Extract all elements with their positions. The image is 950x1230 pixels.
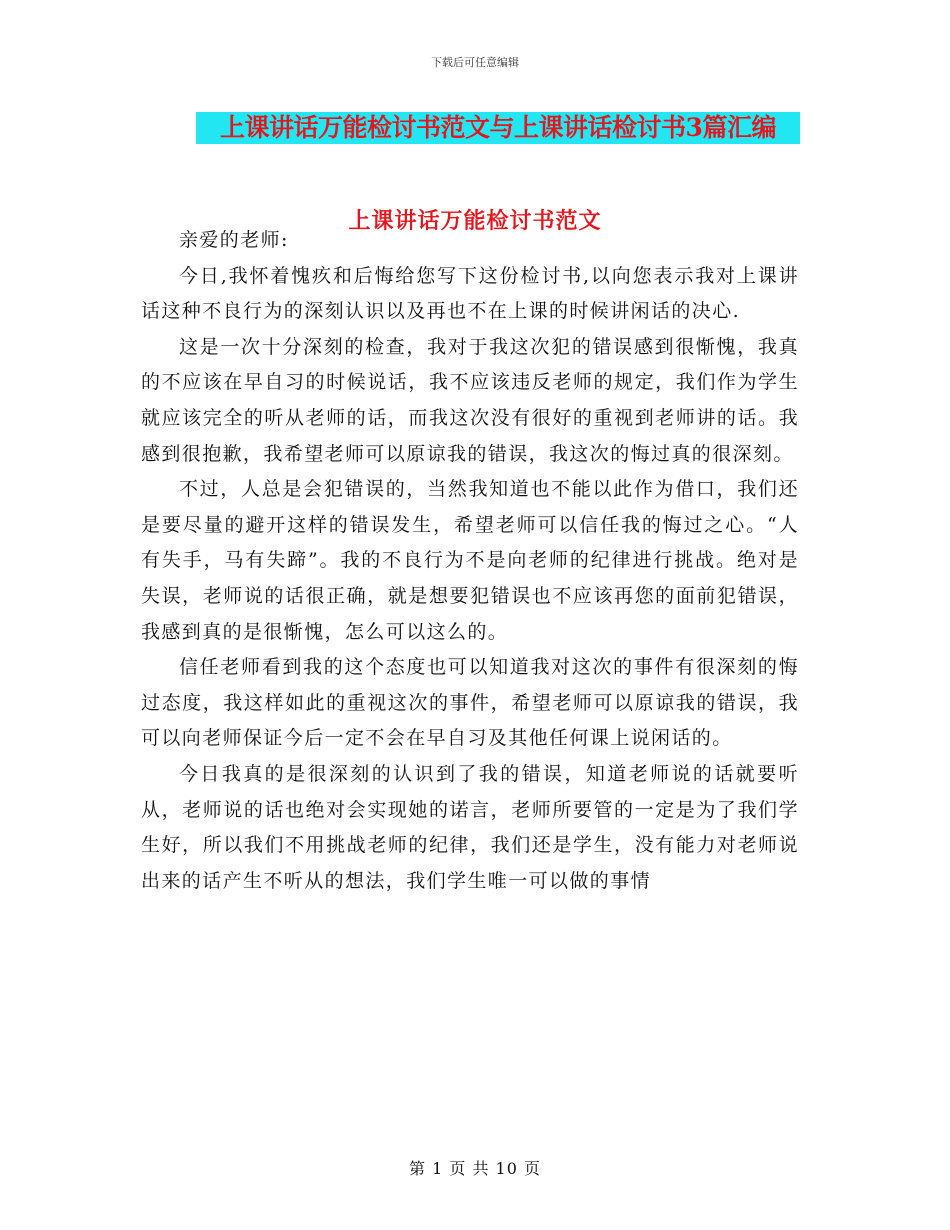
section-title: 上课讲话万能检讨书范文 — [348, 208, 602, 234]
paragraph: 信任老师看到我的这个态度也可以知道我对这次的事件有很深刻的悔过态度，我这样如此的重视这次的事件，希望老师可以原谅我的错误，我可以向老师保证今后一定不会在早自习及其他任何课上说闲话的。 — [141, 656, 799, 750]
paragraph: 今日我真的是很深刻的认识到了我的错误，知道老师说的话就要听从，老师说的话也绝对会实现她的诺言，老师所要管的一定是为了我们学生好，所以我们不用挑战老师的纪律，我们还是学生，没有能力对老师说出来的话产生不听从的想法，我们学生唯一可以做的事情 — [141, 762, 799, 892]
salutation: 亲爱的老师: — [179, 229, 289, 251]
body-text — [141, 223, 799, 899]
paragraph: 今日,我怀着愧疚和后悔给您写下这份检讨书,以向您表示我对上课讲话这种不良行为的深刻认识以及再也不在上课的时候讲闲话的决心. — [141, 264, 799, 323]
main-title-highlight — [196, 112, 800, 144]
paragraph: 不过，人总是会犯错误的，当然我知道也不能以此作为借口，我们还是要尽量的避开这样的错误发生，希望老师可以信任我的悔过之心。“人有失手，马有失蹄”。我的不良行为不是向老师的纪律进行挑战。绝对是失误，老师说的话很正确，就是想要犯错误也不应该再您的面前犯错误，我感到真的是很惭愧，怎么可以这么的。 — [141, 478, 799, 643]
header-note: 下载后可任意编辑 — [431, 56, 519, 69]
paragraph: 这是一次十分深刻的检查，我对于我这次犯的错误感到很惭愧，我真的不应该在早自习的时候说话，我不应该违反老师的规定，我们作为学生就应该完全的听从老师的话，而我这次没有很好的重视到老师讲的话。我感到很抱歉，我希望老师可以原谅我的错误，我这次的悔过真的很深刻。 — [141, 335, 799, 465]
page-number-footer: 第 1 页 共 10 页 — [409, 1159, 541, 1178]
main-title: 上课讲话万能检讨书范文与上课讲话检讨书3篇汇编 — [220, 113, 776, 142]
